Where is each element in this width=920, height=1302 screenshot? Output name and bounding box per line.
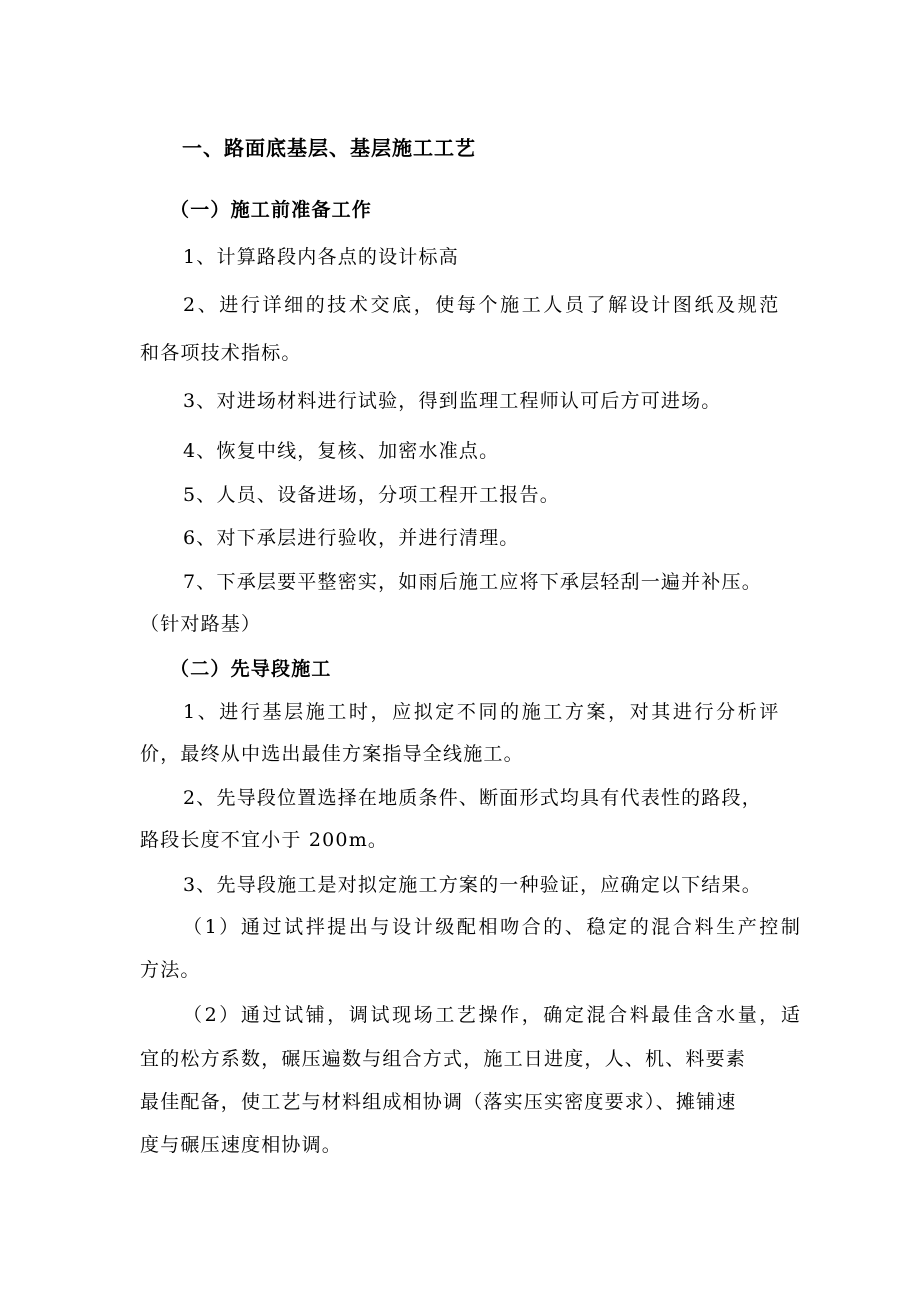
- list-item: 3、先导段施工是对拟定施工方案的一种验证，应确定以下结果。: [183, 874, 762, 896]
- page-heading: 一、路面底基层、基层施工工艺: [182, 136, 476, 160]
- list-item-continuation: 最佳配备，使工艺与材料组成相协调（落实压实密度要求）、摊铺速: [140, 1091, 737, 1113]
- section-title-preparation: （一）施工前准备工作: [170, 199, 373, 221]
- list-item: （2）通过试铺，调试现场工艺操作，确定混合料最佳含水量，适: [183, 1004, 803, 1026]
- list-item-continuation: 度与碾压速度相协调。: [140, 1134, 343, 1156]
- list-item: 4、恢复中线，复核、加密水准点。: [183, 440, 500, 462]
- list-item: 2、先导段位置选择在地质条件、断面形式均具有代表性的路段，: [183, 787, 762, 809]
- list-item: 2、进行详细的技术交底，使每个施工人员了解设计图纸及规范: [183, 294, 781, 316]
- list-item-continuation: 宜的松方系数，碾压遍数与组合方式，施工日进度，人、机、料要素: [140, 1048, 747, 1070]
- list-item: 7、下承层要平整密实，如雨后施工应将下承层轻刮一遍并补压。: [183, 571, 762, 593]
- list-item-continuation: （针对路基）: [140, 613, 262, 635]
- section-title-pilot: （二）先导段施工: [170, 658, 332, 680]
- list-item-continuation: 价，最终从中选出最佳方案指导全线施工。: [140, 743, 524, 765]
- list-item: 3、对进场材料进行试验，得到监理工程师认可后方可进场。: [183, 390, 722, 412]
- list-item: 5、人员、设备进场，分项工程开工报告。: [183, 484, 560, 506]
- list-item: 1、计算路段内各点的设计标高: [183, 246, 459, 268]
- list-item-continuation: 路段长度不宜小于 200m。: [140, 829, 389, 851]
- list-item: 6、对下承层进行验收，并进行清理。: [183, 527, 520, 549]
- list-item-continuation: 方法。: [140, 959, 201, 981]
- list-item-continuation: 和各项技术指标。: [140, 342, 302, 364]
- list-item: （1）通过试拌提出与设计级配相吻合的、稳定的混合料生产控制: [183, 916, 803, 938]
- list-item: 1、进行基层施工时，应拟定不同的施工方案，对其进行分析评: [183, 701, 781, 723]
